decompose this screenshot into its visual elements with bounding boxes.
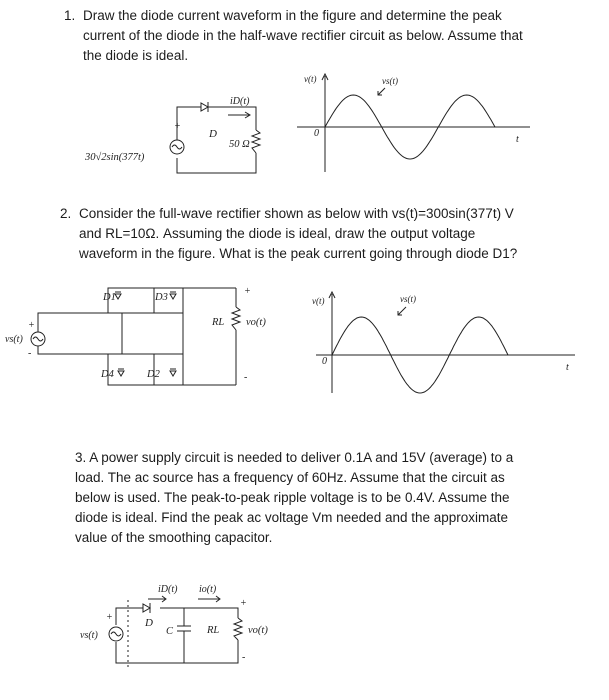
q2-vs-label: vs(t) bbox=[5, 334, 23, 345]
q1-plus-label: + bbox=[174, 121, 181, 132]
q3-vo-label: vo(t) bbox=[248, 625, 268, 636]
question-1-line: the diode is ideal. bbox=[83, 48, 189, 63]
q2-d3-label: D3 bbox=[155, 292, 168, 303]
q2-minus-label: - bbox=[28, 348, 32, 359]
question-2-number: 2. bbox=[60, 206, 72, 221]
q2-plus-label: + bbox=[28, 320, 35, 331]
q2-graph-curve-label: vs(t) bbox=[400, 294, 416, 304]
question-3-number: 3. bbox=[75, 450, 87, 465]
q3-cap-label: C bbox=[166, 626, 174, 637]
q1-resistor-label: 50 Ω bbox=[229, 139, 250, 150]
q2-vo-label: vo(t) bbox=[246, 317, 266, 328]
q1-graph-xlabel: t bbox=[516, 134, 519, 145]
q1-graph-ylabel: v(t) bbox=[304, 74, 317, 84]
question-3-line: value of the smoothing capacitor. bbox=[75, 530, 273, 545]
q3-diode-label: D bbox=[145, 617, 153, 629]
question-2-line: and RL=10Ω. Assuming the diode is ideal, draw the output voltage bbox=[79, 226, 476, 241]
q3-io-label: io(t) bbox=[199, 584, 217, 595]
q2-d2-label: D2 bbox=[147, 369, 160, 380]
q2-output-plus-label: + bbox=[244, 286, 251, 297]
question-3-line: A power supply circuit is needed to deliver 0.1A and 15V (average) to a bbox=[89, 450, 514, 465]
q3-rl-label: RL bbox=[207, 625, 220, 636]
q1-graph-curve-label: vs(t) bbox=[382, 76, 398, 86]
q2-graph-origin: 0 bbox=[322, 356, 327, 367]
question-1-number: 1. bbox=[64, 8, 76, 23]
q3-id-label: iD(t) bbox=[158, 584, 178, 595]
question-3-line: diode is ideal. Find the peak ac voltage Vm needed and the approximate bbox=[75, 510, 509, 525]
q2-graph-ylabel: v(t) bbox=[312, 296, 325, 306]
question-1-line: Draw the diode current waveform in the figure and determine the peak bbox=[83, 8, 502, 23]
question-3-line: load. The ac source has a frequency of 60Hz. Assume that the circuit as bbox=[75, 470, 505, 485]
q3-vs-label: vs(t) bbox=[80, 630, 98, 641]
q2-rl-label: RL bbox=[212, 317, 225, 328]
q1-graph-origin: 0 bbox=[314, 128, 319, 139]
question-1-line: current of the diode in the half-wave rectifier circuit as below. Assume that bbox=[83, 28, 523, 43]
question-2-line: Consider the full-wave rectifier shown as below with vs(t)=300sin(377t) V bbox=[79, 206, 514, 221]
question-2-line: waveform in the figure. What is the peak current going through diode D1? bbox=[79, 246, 518, 261]
q2-graph-xlabel: t bbox=[566, 362, 569, 373]
q1-source-label: 30√2sin(377t) bbox=[85, 152, 145, 163]
q3-output-plus-label: + bbox=[240, 598, 247, 609]
q2-d1-label: D1 bbox=[103, 292, 116, 303]
q3-output-minus-label: - bbox=[242, 652, 246, 663]
q1-diode-label: D bbox=[209, 128, 217, 140]
question-3-line: below is used. The peak-to-peak ripple voltage is to be 0.4V. Assume the bbox=[75, 490, 510, 505]
q1-current-label: iD(t) bbox=[230, 96, 250, 107]
q2-output-minus-label: - bbox=[244, 372, 248, 383]
q2-d4-label: D4 bbox=[101, 369, 114, 380]
q3-plus-label: + bbox=[106, 612, 113, 623]
